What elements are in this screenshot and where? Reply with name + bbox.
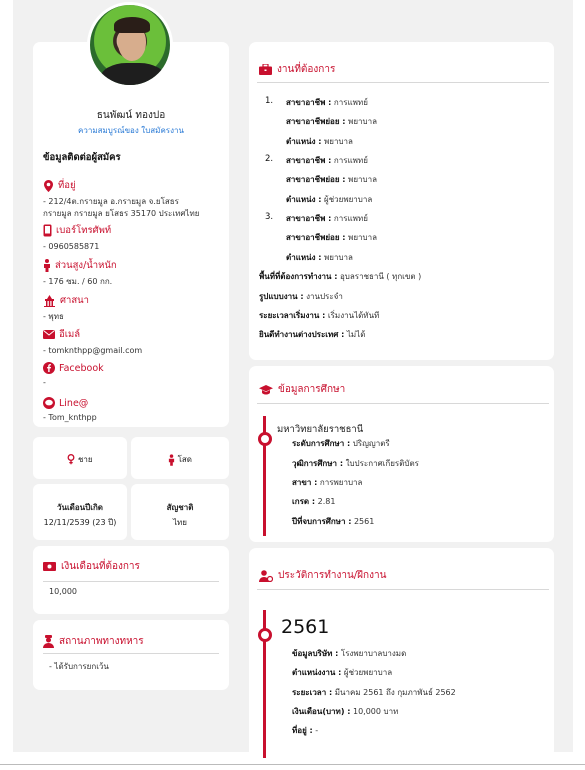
- start-time: [259, 309, 379, 322]
- work-salary-key: เงินเดือน(บาท) :: [292, 707, 351, 716]
- address-field: [43, 178, 225, 220]
- marital-status-card: [131, 437, 229, 479]
- job-type: [259, 290, 343, 303]
- religion-value: - พุทธ: [43, 312, 64, 321]
- start-time-key: ระยะเวลาเริ่มงาน :: [259, 311, 326, 320]
- female-symbol-icon: [67, 454, 75, 465]
- edu-major-key: สาขา :: [292, 478, 318, 487]
- nationality-label: สัญชาติ: [166, 503, 194, 512]
- work-area: [259, 270, 421, 283]
- profile-completeness-link[interactable]: ความสมบูรณ์ของ ใบสมัครงาน: [78, 126, 184, 135]
- work-period-key: ระยะเวลา :: [292, 688, 333, 697]
- job-type-value: งานประจำ: [303, 292, 343, 301]
- job-item-subfield: [286, 115, 377, 128]
- email-value: - tomknthpp@gmail.com: [43, 346, 143, 355]
- line-app-icon: [43, 397, 55, 409]
- job-item-field: [286, 96, 368, 109]
- edu-degree-value: ใบประกาศเกียรติบัตร: [343, 459, 419, 468]
- military-status-card: [33, 620, 229, 690]
- facebook-value: -: [43, 378, 46, 387]
- subfield-value: พยาบาล: [345, 233, 377, 242]
- job-item-subfield: [286, 173, 377, 186]
- edu-level-value: ปริญญาตรี: [350, 439, 390, 448]
- facebook-field: [43, 362, 225, 389]
- email-field: [43, 327, 225, 357]
- subfield-key: สาขาอาชีพย่อย :: [286, 233, 346, 242]
- field-value: การแพทย์: [331, 214, 368, 223]
- position-key: ตำแหน่ง :: [286, 137, 322, 146]
- soldier-icon: [43, 635, 54, 648]
- divider: [257, 82, 549, 83]
- edu-grad-year-key: ปีที่จบการศึกษา :: [292, 517, 352, 526]
- phone-value: - 0960585871: [43, 242, 100, 251]
- work-abroad-key: ยินดีทำงานต่างประเทศ :: [259, 330, 345, 339]
- nationality-card: [131, 484, 229, 540]
- job-item-number: 1.: [265, 96, 274, 106]
- work-year: 2561: [281, 616, 330, 638]
- address-label: ที่อยู่: [58, 180, 76, 191]
- divider: [43, 581, 219, 582]
- job-item-number: 3.: [265, 212, 274, 222]
- divider: [257, 403, 549, 404]
- page-bottom-divider: [0, 764, 585, 765]
- person-icon: [43, 259, 51, 272]
- work-history-card: [249, 548, 554, 758]
- position-value: ผู้ช่วยพยาบาล: [321, 195, 373, 204]
- briefcase-icon: [259, 64, 272, 75]
- envelope-icon: [43, 330, 55, 339]
- field-value: การแพทย์: [331, 98, 368, 107]
- education-card: [249, 366, 554, 542]
- line-value: - Tom_knthpp: [43, 413, 97, 422]
- edu-degree-key: วุฒิการศึกษา :: [292, 459, 344, 468]
- work-abroad-value: ไม่ได้: [344, 330, 366, 339]
- subfield-value: พยาบาล: [345, 117, 377, 126]
- divider: [257, 589, 549, 590]
- work-period-value: มีนาคม 2561 ถึง กุมภาพันธ์ 2562: [332, 688, 456, 697]
- applicant-name: ธนพัฒน์ ทองปอ: [96, 110, 166, 121]
- work-address-key: ที่อยู่ :: [292, 726, 313, 735]
- person-icon: [168, 454, 175, 466]
- desired-salary-label: เงินเดือนที่ต้องการ: [61, 561, 140, 572]
- subfield-value: พยาบาล: [345, 175, 377, 184]
- education-title: ข้อมูลการศึกษา: [278, 384, 346, 395]
- gender-card: [33, 437, 127, 479]
- religion-label: ศาสนา: [60, 295, 89, 306]
- banknote-icon: [43, 562, 56, 571]
- mobile-phone-icon: [43, 224, 52, 237]
- marital-status-value: โสด: [177, 455, 192, 464]
- company-value: โรงพยาบาลบางมด: [338, 649, 407, 658]
- field-key: สาขาอาชีพ :: [286, 156, 332, 165]
- phone-label: เบอร์โทรศัพท์: [56, 225, 112, 236]
- religion-field: [43, 293, 225, 323]
- temple-icon: [43, 295, 56, 307]
- position-key: ตำแหน่ง :: [286, 253, 322, 262]
- email-label: อีเมล์: [59, 329, 81, 340]
- graduation-cap-icon: [259, 385, 273, 395]
- facebook-icon: [43, 362, 55, 374]
- subfield-key: สาขาอาชีพย่อย :: [286, 175, 346, 184]
- work-position-key: ตำแหน่งงาน :: [292, 668, 342, 677]
- timeline-dot: [258, 628, 272, 642]
- field-key: สาขาอาชีพ :: [286, 98, 332, 107]
- birthdate-value: 12/11/2539 (23 ปี): [43, 518, 117, 527]
- desired-salary-card: [33, 546, 229, 614]
- desired-jobs-card: [249, 42, 554, 360]
- edu-level-key: ระดับการศึกษา :: [292, 439, 351, 448]
- military-status-label: สถานภาพทางทหาร: [59, 636, 144, 647]
- edu-major-value: การพยาบาล: [317, 478, 363, 487]
- edu-grad-year-value: 2561: [351, 517, 375, 526]
- school-name: มหาวิทยาลัยราชธานี: [277, 424, 364, 435]
- line-field: [43, 397, 225, 424]
- position-key: ตำแหน่ง :: [286, 195, 322, 204]
- height-weight-label: ส่วนสูง/น้ำหนัก: [55, 260, 117, 271]
- job-item-field: [286, 212, 368, 225]
- gender-value: ชาย: [77, 455, 93, 464]
- work-area-key: พื้นที่ที่ต้องการทำงาน :: [259, 272, 338, 281]
- work-salary-value: 10,000 บาท: [350, 707, 399, 716]
- facebook-label: Facebook: [59, 362, 104, 374]
- field-value: การแพทย์: [331, 156, 368, 165]
- job-type-key: รูปแบบงาน :: [259, 292, 304, 301]
- field-key: สาขาอาชีพ :: [286, 214, 332, 223]
- job-item-subfield: [286, 231, 377, 244]
- job-item-position: [286, 135, 353, 148]
- birthdate-card: [33, 484, 127, 540]
- work-history-title: ประวัติการทำงาน/ฝึกงาน: [278, 570, 387, 581]
- desired-jobs-title: งานที่ต้องการ: [277, 64, 336, 75]
- work-abroad: [259, 328, 365, 341]
- birthdate-label: วันเดือนปีเกิด: [56, 503, 103, 512]
- subfield-key: สาขาอาชีพย่อย :: [286, 117, 346, 126]
- position-value: พยาบาล: [321, 253, 353, 262]
- job-item-number: 2.: [265, 154, 274, 164]
- work-address-value: -: [312, 726, 319, 735]
- military-status-value: - ได้รับการยกเว้น: [49, 662, 109, 671]
- job-item-field: [286, 154, 368, 167]
- address-line-2: กรายมูล กรายมูล ยโสธร 35170 ประเทศไทย: [43, 209, 200, 218]
- timeline-dot: [258, 432, 272, 446]
- start-time-value: เริ่มงานได้ทันที: [325, 311, 380, 320]
- worker-icon: [259, 570, 273, 582]
- location-pin-icon: [43, 180, 54, 192]
- company-key: ข้อมูลบริษัท :: [292, 649, 339, 658]
- position-value: พยาบาล: [321, 137, 353, 146]
- work-area-value: อุบลราชธานี ( ทุกเขต ): [337, 272, 422, 281]
- avatar: [87, 2, 173, 88]
- desired-salary-value: 10,000: [49, 587, 77, 596]
- job-item-position: [286, 251, 353, 264]
- edu-gpa-key: เกรด :: [292, 497, 316, 506]
- height-weight-field: [43, 258, 225, 288]
- phone-field: [43, 223, 225, 253]
- divider: [43, 653, 219, 654]
- work-position-value: ผู้ช่วยพยาบาล: [341, 668, 393, 677]
- address-line-1: - 212/4ต.กรายมูล อ.กรายมูล จ.ยโสธร: [43, 197, 179, 206]
- nationality-value: ไทย: [173, 518, 187, 527]
- line-label: Line@: [59, 397, 89, 409]
- contact-heading: ข้อมูลติดต่อผู้สมัคร: [43, 152, 121, 163]
- height-weight-value: - 176 ซม. / 60 กก.: [43, 277, 113, 286]
- job-item-position: [286, 193, 372, 206]
- edu-gpa-value: 2.81: [315, 497, 336, 506]
